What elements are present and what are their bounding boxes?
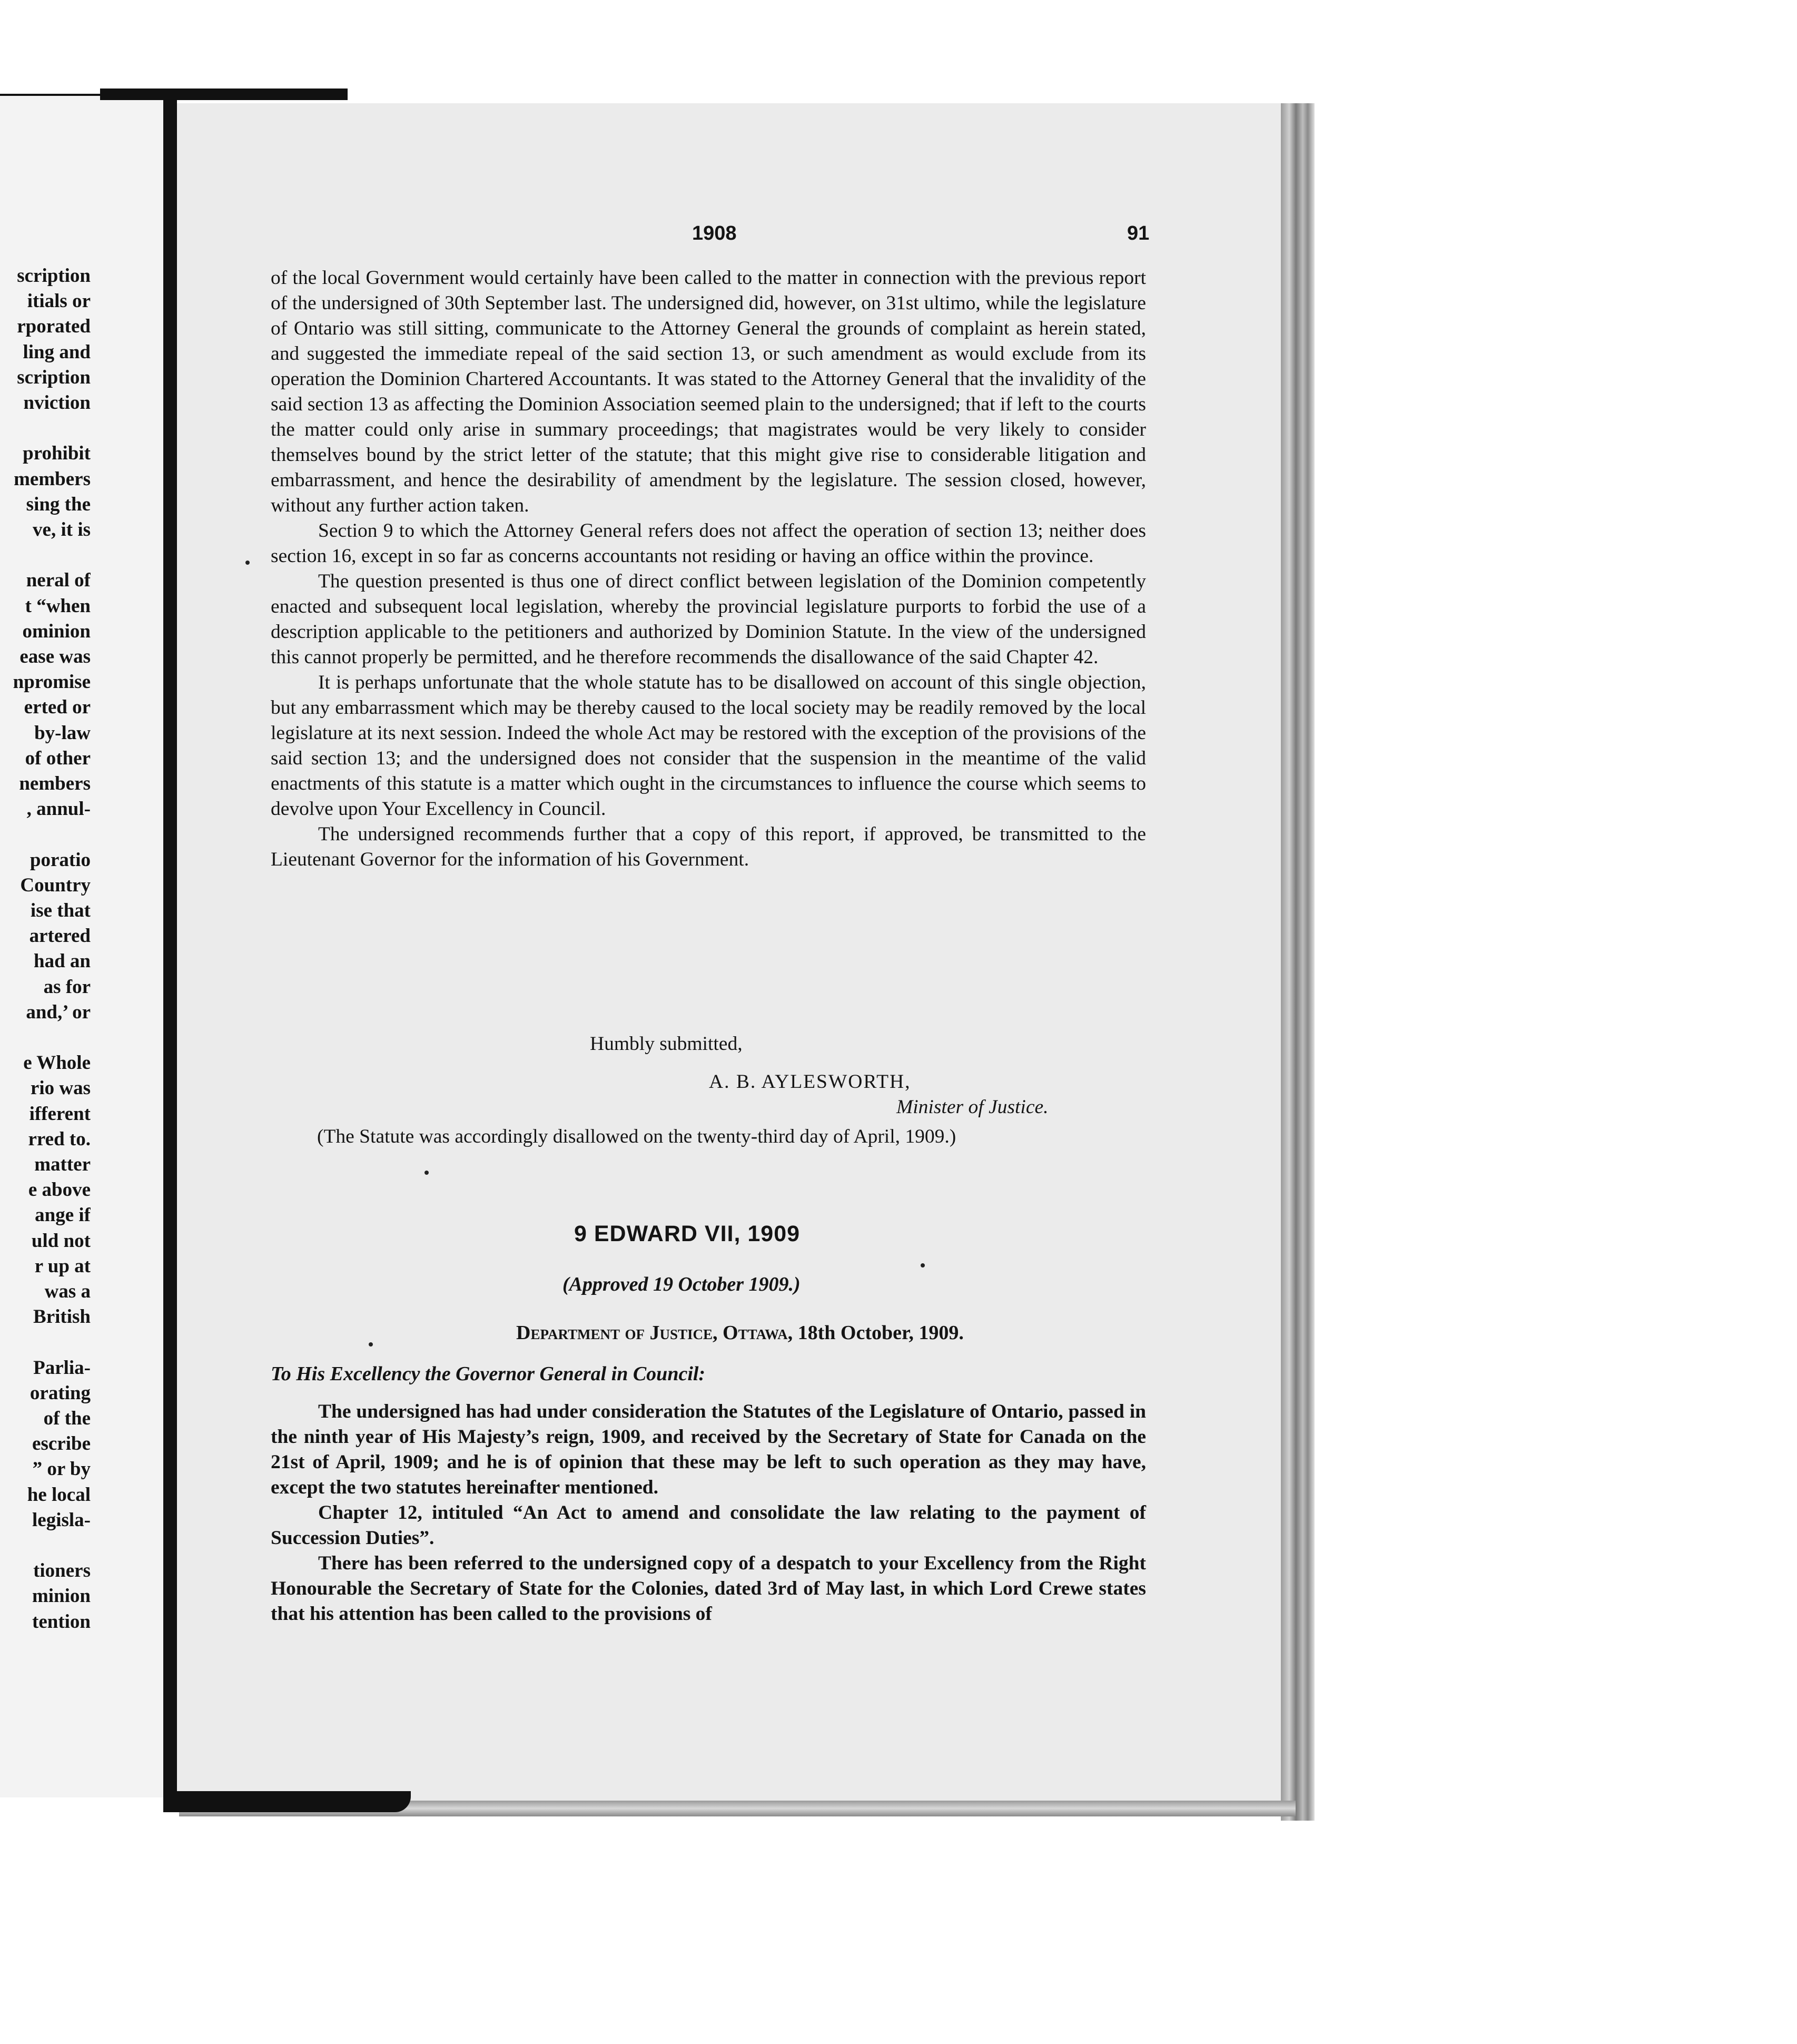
facing-page-line: had an <box>34 950 91 972</box>
page-top-shadow <box>100 89 348 100</box>
page-edge-right <box>1281 103 1315 1821</box>
paragraph: The question presented is thus one of direct conflict between legislation of the Dominion competently enacted and subsequent local legislation, whereby the provincial legislature purports to forbid the use of a description applicable to the petitioners and authorized by Dominion Statute. In the view of the undersigned this cannot properly be permitted, and he therefore recommends the disallowance of the said Chapter 42. <box>271 571 1146 668</box>
facing-page-line: matter <box>34 1154 91 1175</box>
signatory-title: Minister of Justice. <box>896 1096 1049 1118</box>
facing-page-line: , annul- <box>26 798 91 820</box>
facing-page-line: he local <box>27 1483 91 1506</box>
facing-page-line: British <box>33 1306 91 1328</box>
facing-page-line: ling and <box>23 341 91 363</box>
facing-page-line: ve, it is <box>33 519 91 541</box>
facing-page-line: scription <box>17 366 91 388</box>
facing-page-line: Parlia- <box>33 1357 91 1379</box>
facing-page-line: tention <box>32 1610 91 1633</box>
paragraph: of the local Government would certainly have been called to the matter in connection with the previous report of the undersigned of 30th September last. The undersigned did, however, on 31st ultimo, while the legislature of Ontario was still sitting, communicate to the Attorney General the grounds of complaint as herein stated, and suggested the immediate repeal of the said section 13, or such amendment as would exclude from its operation the Dominion Chartered Accountants. It was stated to the Attorney General that the invalidity of the said section 13 as affecting the Dominion Association seemed plain to the undersigned; that if left to the courts the matter could only arise in summary proceedings; that magistrates would be very likely to consider themselves bound by the strict letter of the statute; that this might give rise to considerable litigation and embarrassment, and hence the desirability of amendment by the legislature. The session closed, however, without any further action taken. <box>271 267 1146 516</box>
disallowance-note: (The Statute was accordingly disallowed on the twenty-third day of April, 1909.) <box>317 1126 956 1147</box>
report-1909-body <box>271 1399 1146 1627</box>
facing-page-line: ifferent <box>29 1103 91 1125</box>
book-binding <box>163 100 177 1802</box>
facing-page-strip <box>0 94 166 1797</box>
facing-page-line: prohibit <box>23 443 91 465</box>
facing-page-line: and,’ or <box>26 1001 91 1023</box>
salutation: To His Excellency the Governor General in Council: <box>271 1363 706 1385</box>
facing-page-line: minion <box>32 1585 91 1607</box>
facing-page-line: members <box>14 468 91 490</box>
facing-page-line: nviction <box>23 392 91 414</box>
facing-page-line: ominion <box>22 620 91 642</box>
facing-page-line: of other <box>25 747 91 769</box>
facing-page-line: rred to. <box>28 1128 91 1150</box>
department-dateline <box>516 1321 964 1344</box>
scan-speck <box>921 1263 925 1267</box>
facing-page-line: uld not <box>31 1230 91 1252</box>
humbly-submitted: Humbly submitted, <box>590 1033 743 1055</box>
page-bottom-shadow <box>163 1791 411 1812</box>
scan-speck <box>245 561 250 565</box>
facing-page-line: ange if <box>35 1204 91 1226</box>
facing-page-line: r up at <box>34 1255 91 1277</box>
facing-page-line: as for <box>43 976 91 998</box>
regnal-year-heading: 9 EDWARD VII, 1909 <box>574 1221 801 1246</box>
facing-page-line: npromise <box>13 671 91 693</box>
facing-page-line: sing the <box>26 493 91 515</box>
department-name: Department of Justice, Ottawa, <box>516 1322 793 1344</box>
approval-date: (Approved 19 October 1909.) <box>562 1273 801 1295</box>
facing-page-line: orating <box>29 1382 91 1404</box>
facing-page-line: tioners <box>33 1560 91 1582</box>
signatory-name: A. B. AYLESWORTH, <box>709 1071 911 1093</box>
facing-page-line: of the <box>43 1408 91 1429</box>
facing-page-line: ise that <box>30 900 91 921</box>
facing-page-line: itials or <box>27 290 91 312</box>
facing-page-line: rio was <box>30 1077 91 1099</box>
facing-page-line: poratio <box>29 849 91 871</box>
facing-page-line: erted or <box>24 696 91 719</box>
paragraph: Chapter 12, intituled “An Act to amend and consolidate the law relating to the payment of Succession Duties”. <box>271 1502 1146 1549</box>
scan-speck <box>424 1171 429 1175</box>
facing-page-line: legisla- <box>32 1509 91 1531</box>
facing-page-line: escribe <box>32 1433 91 1455</box>
facing-page-line: Country <box>20 874 91 896</box>
paragraph: There has been referred to the undersigned copy of a despatch to your Excellency from the Right Honourable the Secretary of State for the Colonies, dated 3rd of May last, in which Lord Crewe states that his attention has been called to the provisions of <box>271 1552 1146 1625</box>
facing-page-line: artered <box>29 925 91 947</box>
facing-page-line: ” or by <box>32 1458 91 1480</box>
running-header-year: 1908 <box>692 222 737 244</box>
page-number: 91 <box>1127 222 1150 244</box>
dateline-date: 18th October, 1909. <box>797 1322 964 1344</box>
paragraph: It is perhaps unfortunate that the whole statute has to be disallowed on account of this single objection, but any embarrassment which may be thereby caused to the local society may be readily removed by the local legislature at its next session. Indeed the whole Act may be restored with the exception of the provisions of the said section 13; and the undersigned does not consider that the suspension in the meantime of the valid enactments of this statute is a matter which ought in the circumstances to influence the course which seems to devolve upon Your Excellency in Council. <box>271 672 1146 820</box>
facing-page-line: neral of <box>26 569 91 592</box>
scan-speck <box>369 1342 373 1347</box>
facing-page-line: ease was <box>19 646 91 667</box>
facing-page-line: nembers <box>19 773 91 794</box>
paragraph: The undersigned recommends further that a copy of this report, if approved, be transmitted to the Lieutenant Governor for the information of his Government. <box>271 823 1146 870</box>
facing-page-line: by-law <box>34 722 91 744</box>
facing-page-line: scription <box>17 265 91 287</box>
facing-page-line: was a <box>44 1281 91 1302</box>
facing-page-line: t “when <box>25 595 91 617</box>
facing-page-line: e Whole <box>23 1052 91 1074</box>
facing-page-line: rporated <box>17 316 91 338</box>
facing-page-line: e above <box>28 1179 91 1201</box>
paragraph: Section 9 to which the Attorney General refers does not affect the operation of section 13; neither does section 16, except in so far as concerns accountants not residing or having an office within the province. <box>271 520 1146 567</box>
report-1908-body <box>271 266 1146 872</box>
paragraph: The undersigned has had under consideration the Statutes of the Legislature of Ontario, passed in the ninth year of His Majesty’s reign, 1909, and received by the Secretary of State for Canada on the 21st of April, 1909; and he is of opinion that these may be left to such operation as they may have, except the two statutes hereinafter mentioned. <box>271 1401 1146 1498</box>
